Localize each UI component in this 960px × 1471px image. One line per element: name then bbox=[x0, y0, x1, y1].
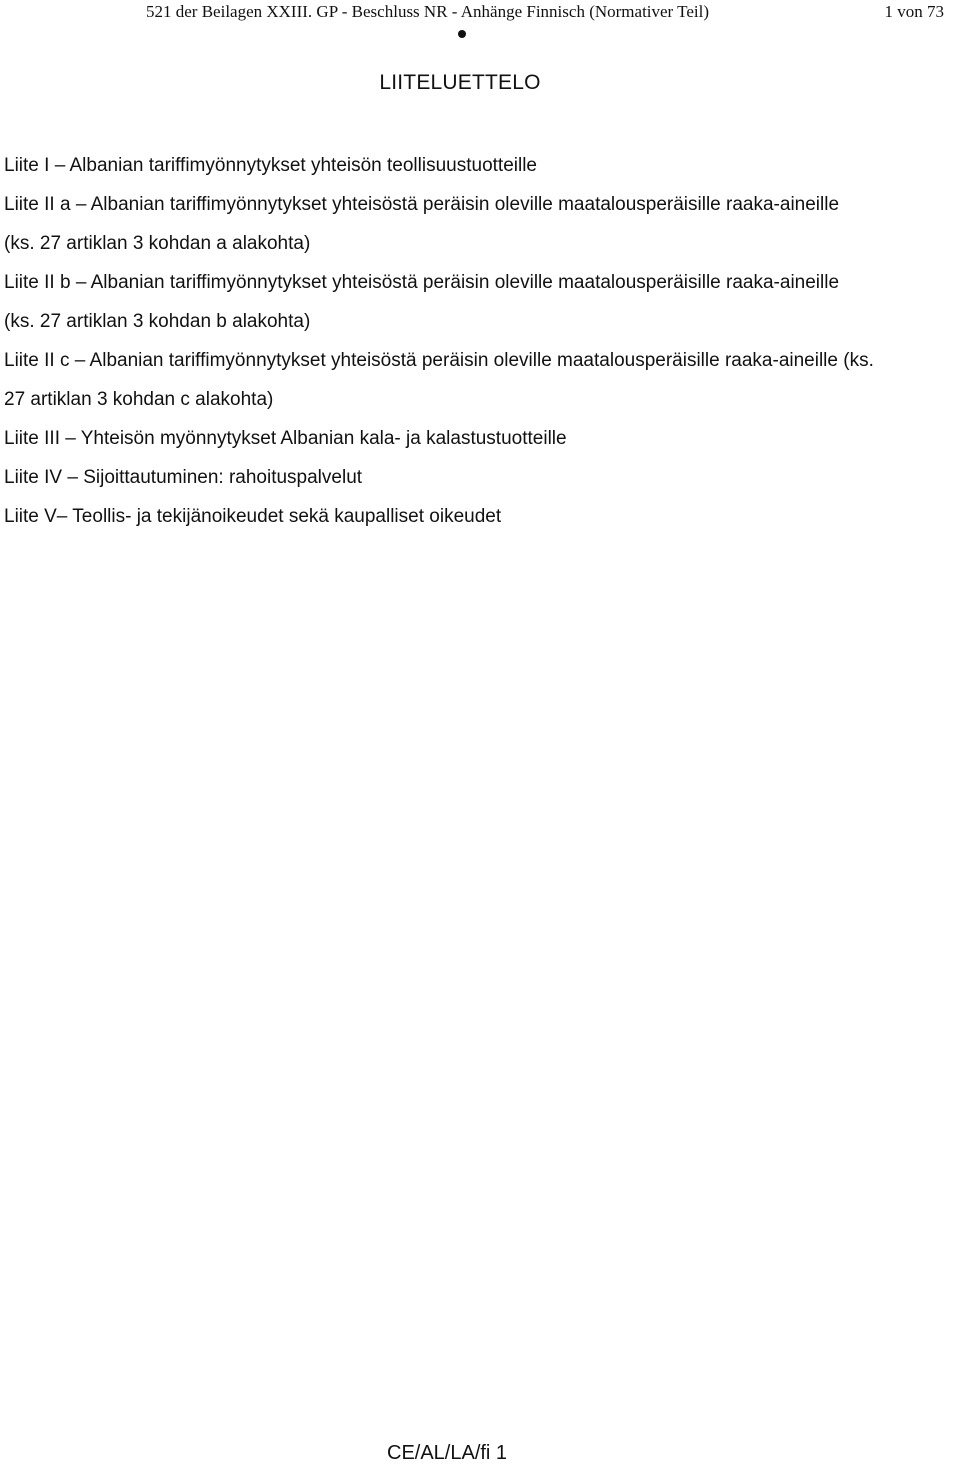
document-code-footer: CE/AL/LA/fi 1 bbox=[387, 1442, 508, 1464]
annex-list bbox=[4, 146, 874, 536]
page-header-title: 521 der Beilagen XXIII. GP - Beschluss NR - Anhänge Finnisch (Normativer Teil) bbox=[146, 2, 710, 21]
annex-item-iv: Liite IV – Sijoittautuminen: rahoituspalvelut bbox=[4, 467, 363, 488]
annex-item-iii: Liite III – Yhteisön myönnytykset Albanian kala- ja kalastustuotteille bbox=[4, 428, 567, 449]
annex-item-i: Liite I – Albanian tariffimyönnytykset yhteisön teollisuustuotteille bbox=[4, 155, 538, 176]
bullet-icon bbox=[458, 30, 466, 38]
document-title: LIITELUETTELO bbox=[379, 71, 541, 94]
page-counter: 1 von 73 bbox=[884, 2, 944, 21]
annex-item-ii-c: Liite II c – Albanian tariffimyönnytykset yhteisöstä peräisin oleville maatalousperäisille raaka-aineille (ks. 27 artiklan 3 kohdan c alakohta) bbox=[4, 350, 874, 410]
annex-item-ii-b: Liite II b – Albanian tariffimyönnytykset yhteisöstä peräisin oleville maatalousperäisille raaka-aineille (ks. 27 artiklan 3 kohdan b alakohta) bbox=[4, 272, 840, 332]
annex-item-v: Liite V– Teollis- ja tekijänoikeudet sekä kaupalliset oikeudet bbox=[4, 506, 502, 527]
annex-item-ii-a: Liite II a – Albanian tariffimyönnytykset yhteisöstä peräisin oleville maatalousperäisille raaka-aineille (ks. 27 artiklan 3 kohdan a alakohta) bbox=[4, 194, 840, 254]
